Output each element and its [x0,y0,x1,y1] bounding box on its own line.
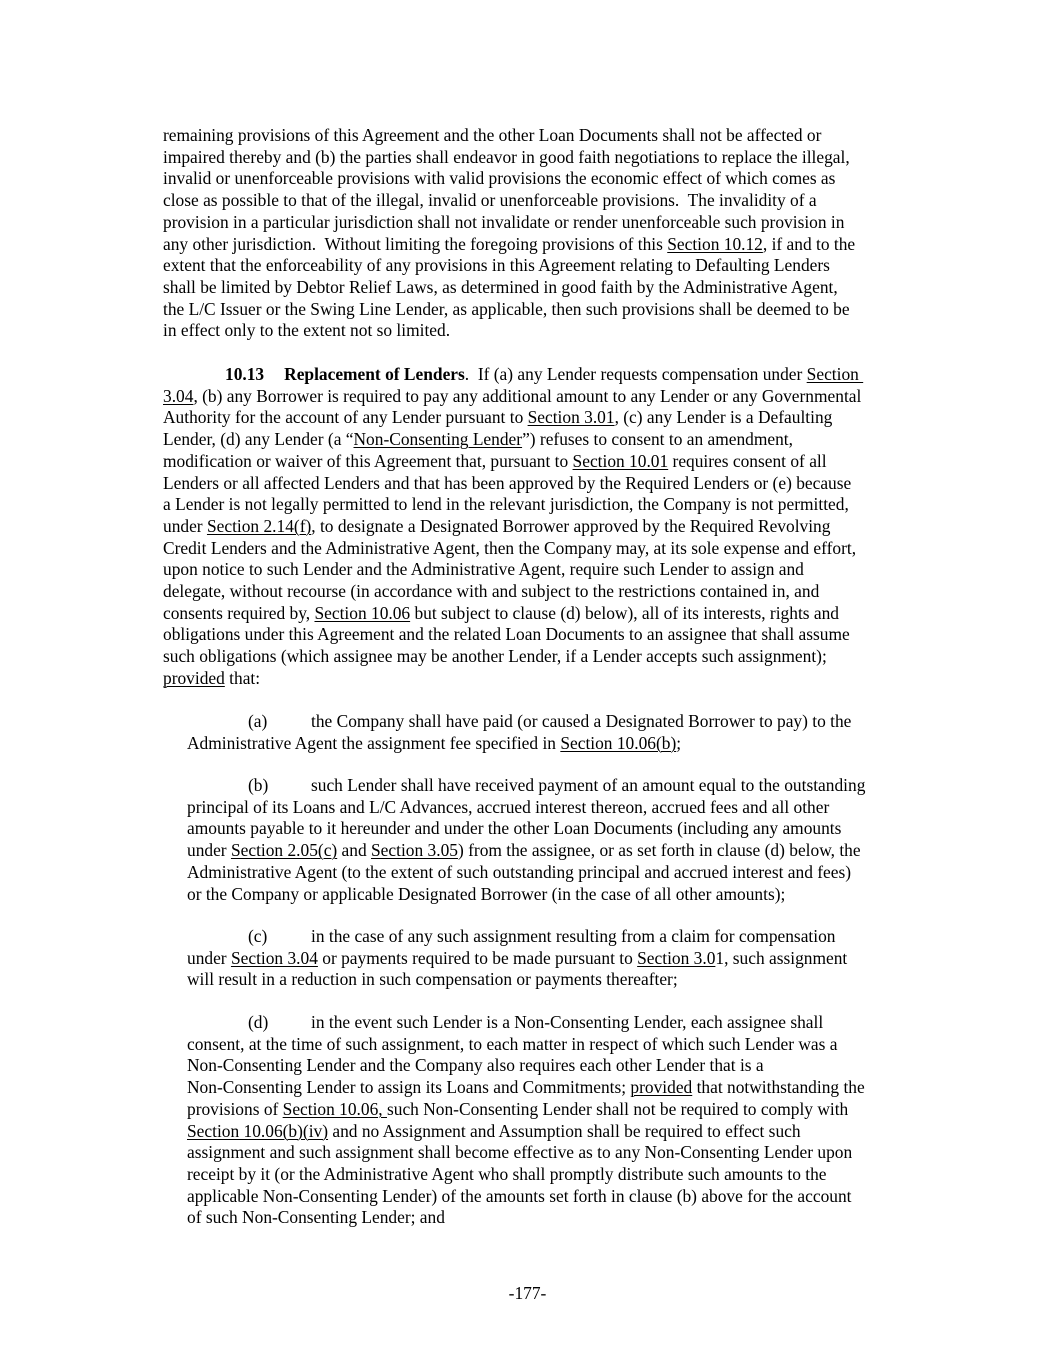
section-reference-link: Section 3.01 [527,407,615,428]
defined-term: Non-Consenting Lender [353,429,523,450]
text-run: under [187,947,231,968]
text-run: any other jurisdiction. Without limiting the foregoing provisions of this [163,233,668,254]
text-line: Non-Consenting Lender and the Company also requires each other Lender that is a [187,1055,764,1076]
text-run: Lender, (d) any Lender (a “ [163,429,354,450]
text-line [187,840,865,862]
text-run: under [163,515,207,536]
text-line: in effect only to the extent not so limited. [163,320,451,341]
text-run: modification or waiver of this Agreement that, pursuant to [163,450,573,471]
text-line: receipt by it (or the Administrative Agent who shall promptly distribute such amounts to the [187,1163,827,1184]
text-line: will result in a reduction in such compensation or payments thereafter; [187,969,678,990]
text-line: applicable Non-Consenting Lender) of the amounts set forth in clause (b) above for the account [187,1185,852,1206]
text-run: ”) refuses to consent to an amendment, [522,429,793,450]
text-line [187,948,847,970]
text-line [163,516,863,538]
text-line: the L/C Issuer or the Swing Line Lender, as applicable, then such provisions shall be deemed to be [163,298,850,319]
section-reference-link: 3.04 [163,385,194,406]
provided-term: provided [163,667,225,688]
text-line [187,711,851,733]
provided-term: provided [630,1077,693,1098]
section-number: 10.13 [225,364,265,384]
section-reference-link: Section 2.05(c) [230,840,338,861]
clause-label: (b) [248,775,269,795]
text-run: or payments required to be made pursuant to [317,947,638,968]
text-line [163,234,855,256]
clause-d [187,1012,865,1229]
section-reference-link: Section 10.06(b)(iv) [187,1120,329,1141]
text-run: Authority for the account of any Lender pursuant to [163,407,528,428]
section-reference-link: Section 10.06, [282,1098,387,1119]
clause-label: (c) [248,926,268,946]
text-line: Credit Lenders and the Administrative Agent, then the Company may, at its sole expense and effort, [163,537,857,558]
text-line [187,1121,865,1143]
text-run: that notwithstanding the [692,1077,865,1098]
section-reference-link: Section 10.01 [572,450,669,471]
text-run: requires consent of all [668,450,827,471]
text-line: extent that the enforceability of any provisions in this Agreement relating to Defaulting Lenders [163,255,830,276]
section-heading: Replacement of Lenders [284,364,465,384]
text-line: or the Company or applicable Designated Borrower (in the case of all other amounts); [187,883,786,904]
text-run: but subject to clause (d) below), all of its interests, rights and [410,602,839,623]
section-reference-link: Section 10.12 [667,233,763,254]
text-line: impaired thereby and (b) the parties shall endeavor in good faith negotiations to replace the illegal, [163,146,850,167]
page-number: -177- [508,1283,547,1303]
text-line [187,1012,865,1034]
text-run: , to designate a Designated Borrower approved by the Required Revolving [311,515,831,536]
text-run: that: [224,667,261,688]
text-line [163,386,863,408]
text-line [187,733,851,755]
section-reference-link: Section 3.05 [371,840,458,861]
text-line [187,1077,865,1099]
text-line: delegate, without recourse (in accordance with and subject to the restrictions contained in, and [163,581,820,602]
text-line [163,603,863,625]
text-run: under [187,840,231,861]
clause-a [187,711,851,754]
text-line: assignment and such assignment shall become effective as to any Non-Consenting Lender upon [187,1142,853,1163]
section-reference-link: Section 10.06 [314,602,411,623]
text-run: the Company shall have paid (or caused a Designated Borrower to pay) to the [311,711,852,731]
section-reference-link: Section [806,364,864,384]
text-line: provision in a particular jurisdiction shall not invalidate or render unenforceable such provision in [163,211,845,232]
clause-label: (a) [248,711,268,731]
text-run: Non-Consenting Lender to assign its Loans and Commitments; [187,1077,631,1098]
text-line: a Lender is not legally permitted to lend in the relevant jurisdiction, the Company is not permitted, [163,494,849,515]
text-run: and no Assignment and Assumption shall be required to effect such [328,1120,801,1141]
text-run: consents required by, [163,602,315,623]
text-run: ; [676,732,682,753]
text-line [163,668,863,690]
text-run: such Lender shall have received payment of an amount equal to the outstanding [311,775,866,795]
clause-label: (d) [248,1012,269,1032]
text-run: , if and to the [762,233,856,254]
text-line [187,926,847,948]
text-run: in the event such Lender is a Non-Consenting Lender, each assignee shall [311,1012,824,1032]
section-10-13 [163,364,863,690]
text-run: , (c) any Lender is a Defaulting [614,407,833,428]
text-line: Administrative Agent (to the extent of such outstanding principal and accrued interest and fees) [187,861,852,882]
text-run: in the case of any such assignment resulting from a claim for compensation [311,926,836,946]
text-line: consent, at the time of such assignment, to each matter in respect of which such Lender was a [187,1033,838,1054]
text-line [187,775,865,797]
section-reference-link: Section 3.04 [230,947,318,968]
text-run: provisions of [187,1098,283,1119]
text-line: close as possible to that of the illegal, invalid or unenforceable provisions. The invalidity of a [163,190,817,211]
text-line: of such Non-Consenting Lender; and [187,1207,445,1228]
section-reference-link: Section 2.14(f) [206,515,312,536]
section-reference-link: Section 10.06(b) [560,732,677,753]
paragraph-severability-continued [163,125,855,342]
text-line: obligations under this Agreement and the related Loan Documents to an assignee that shall assume [163,624,850,645]
text-line [163,429,863,451]
text-run: ) from the assignee, or as set forth in clause (d) below, the [457,840,861,861]
text-run: . If (a) any Lender requests compensation under [464,364,807,384]
clause-b [187,775,865,905]
text-line: upon notice to such Lender and the Administrative Agent, require such Lender to assign and [163,559,804,580]
text-line: amounts payable to it hereunder and under the other Loan Documents (including any amounts [187,818,842,839]
text-line: Lenders or all affected Lenders and that has been approved by the Required Lenders or (e) because [163,472,852,493]
text-line [187,1099,865,1121]
text-line [163,451,863,473]
text-line: shall be limited by Debtor Relief Laws, as determined in good faith by the Administrative Agent, [163,276,838,297]
text-line: invalid or unenforceable provisions with valid provisions the economic effect of which comes as [163,168,836,189]
section-reference-link: Section 3.0 [637,947,716,968]
text-line: such obligations (which assignee may be another Lender, if a Lender accepts such assignment); [163,646,827,667]
text-run: and [337,840,372,861]
text-run: , (b) any Borrower is required to pay any additional amount to any Lender or any Governmental [193,385,862,406]
text-run: Administrative Agent the assignment fee specified in [187,732,561,753]
clause-c [187,926,847,991]
text-line: principal of its Loans and L/C Advances, accrued interest thereon, accrued fees and all other [187,796,830,817]
text-line [163,364,863,386]
text-run: such Non-Consenting Lender shall not be required to comply with [387,1098,849,1119]
text-line: remaining provisions of this Agreement and the other Loan Documents shall not be affected or [163,125,822,145]
text-line [163,407,863,429]
text-run: 1, such assignment [715,947,848,968]
